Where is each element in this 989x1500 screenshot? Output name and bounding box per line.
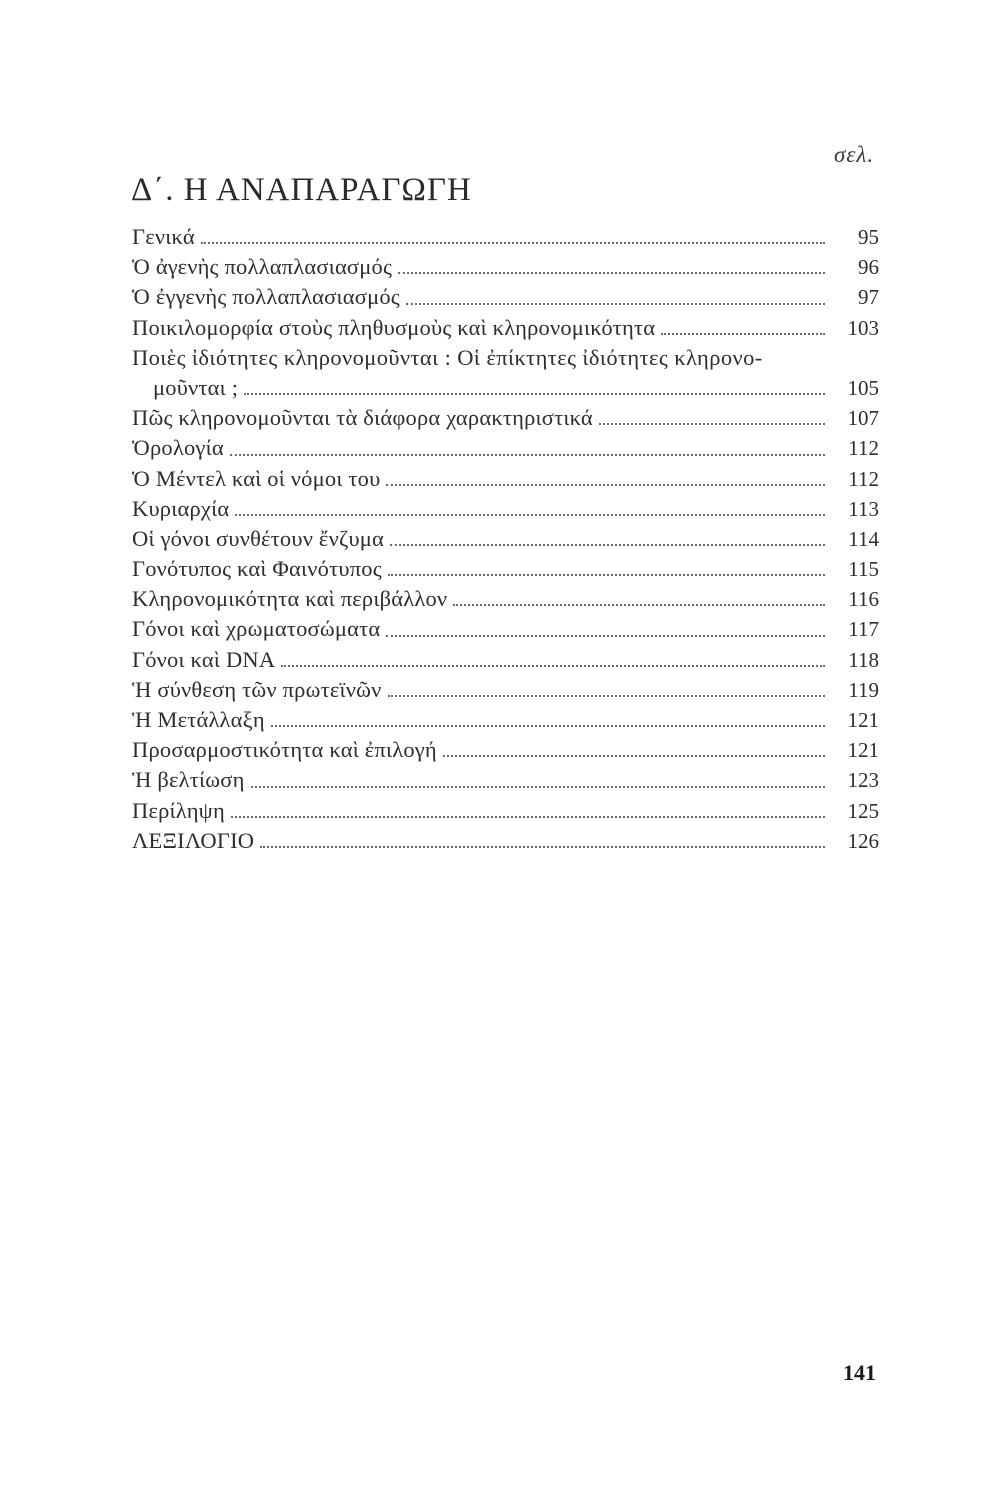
dot-leader — [235, 513, 825, 516]
toc-entry-page: 116 — [848, 587, 879, 612]
toc-entry-title: Ὁ ἐγγενὴς πολλαπλασιασμός — [132, 284, 400, 310]
toc-entry-page: 121 — [847, 738, 879, 763]
toc-entry-title: Γόνοι καὶ χρωματοσώματα — [132, 616, 381, 642]
toc-entry-page: 112 — [848, 436, 879, 461]
toc-entry-page: 103 — [847, 315, 879, 340]
dot-leader — [388, 694, 826, 697]
toc-entry — [132, 675, 879, 705]
toc-entry-page: 118 — [848, 647, 879, 672]
toc-entry-page: 123 — [847, 768, 879, 793]
toc-entry-page: 105 — [847, 375, 879, 400]
toc-entry-title: Ποιὲς ἰδιότητες κληρονομοῦνται : Οἱ ἐπίκτητες ἰδιότητες κληρονο- — [132, 344, 763, 370]
toc-entry-title-continued: μοῦνται ; — [153, 374, 239, 400]
toc-entry-title: Κυριαρχία — [132, 495, 230, 521]
toc-entry-title: Ὁ ἀγενὴς πολλαπλασιασμός — [132, 254, 393, 280]
toc-entry — [132, 645, 879, 675]
dot-leader — [386, 634, 825, 637]
toc-entry — [132, 252, 879, 282]
dot-leader — [386, 483, 825, 486]
toc-entry — [132, 796, 879, 826]
toc-entry-title: Γόνοι καὶ DNA — [132, 646, 276, 672]
toc-entry-title: Ἡ βελτίωση — [132, 767, 245, 793]
toc-entry-title: Περίληψη — [132, 797, 225, 823]
toc-entry-title: Οἱ γόνοι συνθέτουν ἔνζυμα — [132, 525, 385, 551]
toc-entry-title: Ὁ Μέντελ καὶ οἱ νόμοι του — [132, 465, 381, 491]
toc-entry-page: 107 — [847, 406, 879, 431]
toc-entry-page: 117 — [848, 617, 879, 642]
dot-leader — [390, 543, 825, 546]
toc-entry — [132, 735, 879, 765]
dot-leader — [453, 603, 825, 606]
toc-entry — [132, 464, 879, 494]
toc-entry-title: Πῶς κληρονομοῦνται τὰ διάφορα χαρακτηριστικά — [132, 405, 593, 431]
toc-entry — [132, 494, 879, 524]
dot-leader — [271, 724, 825, 727]
toc-entry-page: 112 — [848, 466, 879, 491]
toc-entry-page: 114 — [848, 526, 879, 551]
toc-entry-title: Ὁρολογία — [132, 435, 224, 461]
dot-leader — [251, 785, 825, 788]
toc-entry-title: Προσαρμοστικότητα καὶ ἐπιλογή — [132, 737, 437, 763]
dot-leader — [231, 815, 825, 818]
toc-entry — [132, 313, 879, 343]
dot-leader — [230, 453, 825, 456]
page-number: 141 — [843, 1360, 876, 1385]
section-title: Δ΄. Η ΑΝΑΠΑΡΑΓΩΓΗ — [131, 172, 472, 208]
toc-entry-page: 121 — [847, 708, 879, 733]
dot-leader — [661, 332, 825, 335]
toc-entry — [132, 705, 879, 735]
dot-leader — [201, 241, 825, 244]
toc-entry — [132, 403, 879, 433]
toc-entry — [132, 826, 879, 856]
toc-entry-page: 125 — [847, 798, 879, 823]
toc-entry — [132, 554, 879, 584]
dot-leader — [398, 271, 825, 274]
toc-entry-page: 119 — [848, 677, 879, 702]
toc-entry-title: Κληρονομικότητα καὶ περιβάλλον — [132, 586, 448, 612]
toc-entry — [132, 222, 879, 252]
toc-entry — [132, 343, 879, 403]
dot-leader — [244, 392, 825, 395]
dot-leader — [260, 845, 825, 848]
dot-leader — [281, 664, 825, 667]
dot-leader — [388, 573, 825, 576]
toc-entry-page: 113 — [848, 496, 879, 521]
toc-entry — [132, 282, 879, 312]
toc-entry-page: 115 — [848, 557, 879, 582]
toc-entry-page: 96 — [858, 255, 879, 280]
toc-entry-title: Γενικά — [132, 224, 195, 249]
toc-entry-page: 95 — [858, 225, 879, 249]
toc-entry — [132, 584, 879, 614]
toc-entry-page: 97 — [858, 285, 879, 310]
toc-entry-title: Ἡ σύνθεση τῶν πρωτεϊνῶν — [132, 676, 382, 702]
page-column-label: σελ. — [834, 142, 875, 167]
toc-entry — [132, 433, 879, 463]
dot-leader — [406, 302, 825, 305]
toc-entry-title: Ποικιλομορφία στοὺς πληθυσμοὺς καὶ κληρονομικότητα — [132, 314, 656, 340]
toc-entry — [132, 524, 879, 554]
table-of-contents — [132, 222, 879, 856]
toc-entry-title: ΛΕΞΙΛΟΓΙΟ — [132, 827, 255, 853]
dot-leader — [599, 422, 825, 425]
toc-entry-continuation — [132, 373, 879, 403]
toc-entry-title: Ἡ Μετάλλαξη — [132, 707, 265, 733]
toc-entry — [132, 614, 879, 644]
toc-entry-page: 126 — [847, 828, 879, 853]
dot-leader — [443, 754, 825, 757]
toc-entry — [132, 765, 879, 795]
toc-entry-title: Γονότυπος καὶ Φαινότυπος — [132, 556, 382, 582]
